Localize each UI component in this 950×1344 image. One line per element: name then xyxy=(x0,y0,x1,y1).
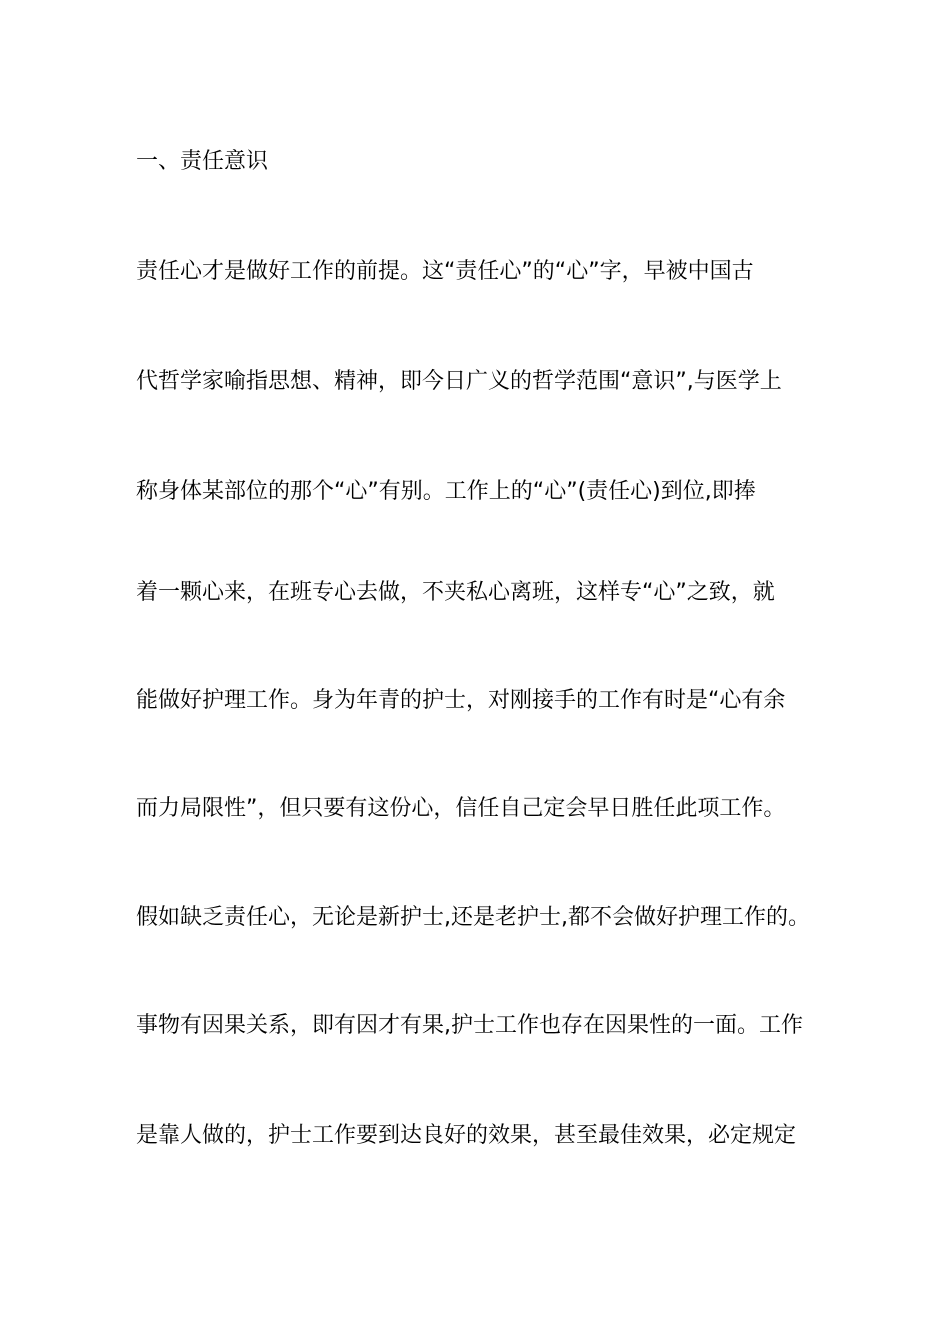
body-line-1: 责任心才是做好工作的前提。这“责任心”的“心”字，早被中国古 xyxy=(136,259,754,284)
body-line-9: 是靠人做的，护士工作要到达良好的效果，甚至最佳效果，必定规定 xyxy=(136,1123,797,1148)
body-line-3: 称身体某部位的那个“心”有别。工作上的“心”(责任心)到位,即捧 xyxy=(136,479,756,504)
body-line-2: 代哲学家喻指思想、精神，即今日广义的哲学范围“意识”,与医学上 xyxy=(136,369,782,394)
body-line-5: 能做好护理工作。身为年青的护士，对刚接手的工作有时是“心有余 xyxy=(136,688,786,713)
body-line-7: 假如缺乏责任心，无论是新护士,还是老护士,都不会做好护理工作的。 xyxy=(136,905,810,930)
body-line-6: 而力局限性”，但只要有这份心，信任自己定会早日胜任此项工作。 xyxy=(136,796,786,821)
body-line-8: 事物有因果关系，即有因才有果,护士工作也存在因果性的一面。工作 xyxy=(136,1013,803,1038)
body-line-4: 着一颗心来，在班专心去做，不夹私心离班，这样专“心”之致，就 xyxy=(136,580,775,605)
section-heading: 一、责任意识 xyxy=(136,149,269,174)
